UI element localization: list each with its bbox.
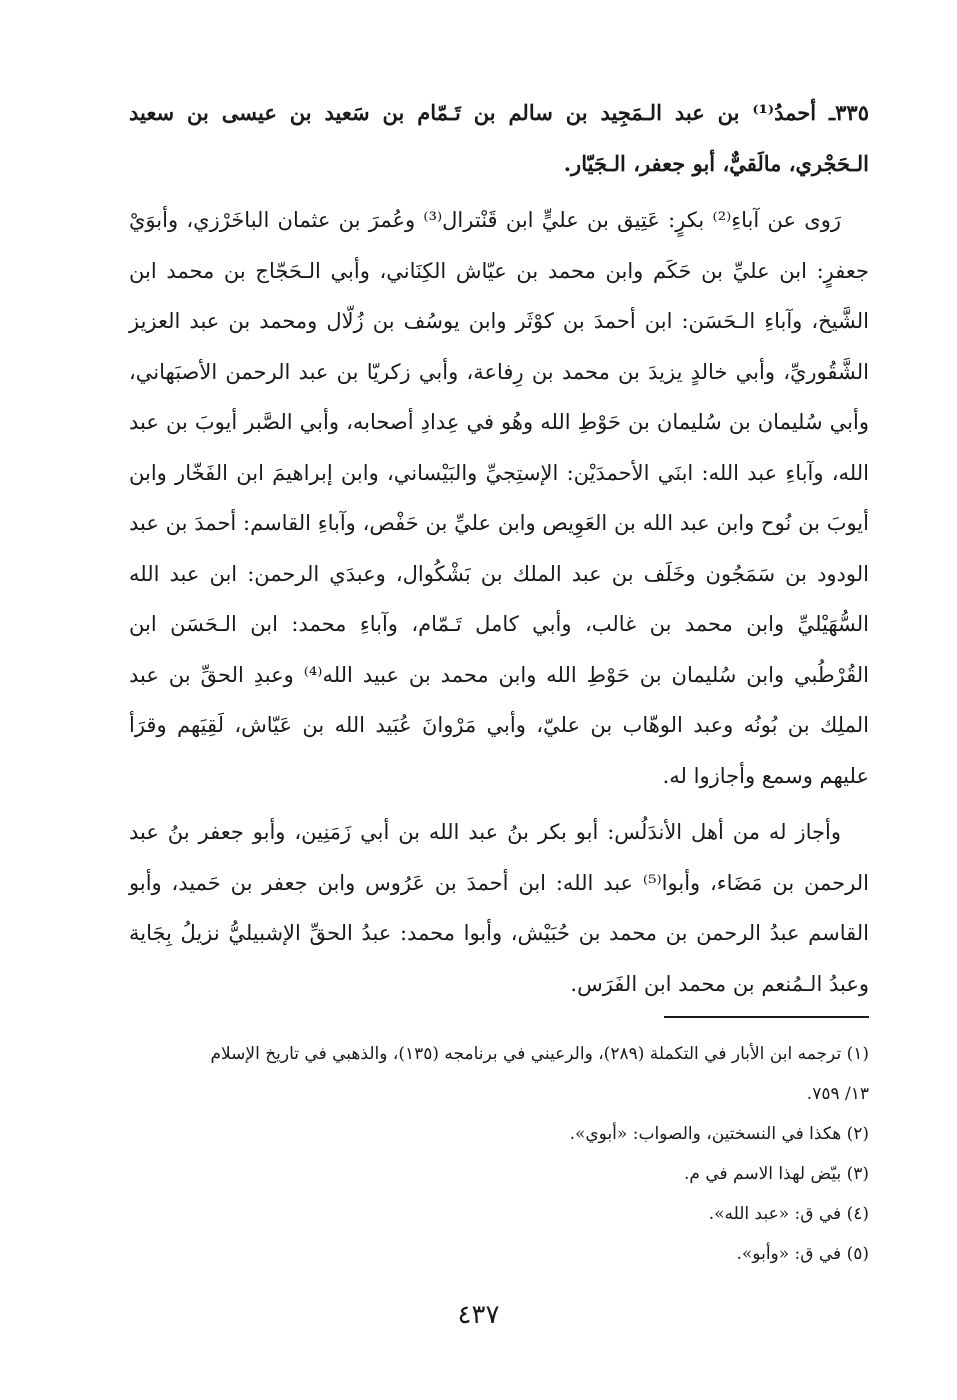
footnote-5: (٥) في ق: «وأبو».	[736, 1244, 869, 1264]
footnote-3: (٣) بيّض لهذا الاسم في م.	[684, 1164, 869, 1184]
footnote-2: (٢) هكذا في النسختين، والصواب: «أبوي».	[569, 1124, 869, 1144]
paragraph-teachers-text: رَوى عن آباءِ⁽²⁾ بكرٍ: عَتِيق بن عليٍّ ابن قَنْترال⁽³⁾ وعُمرَ بن عثمان الباخَرْزي، وأبوَيْ جعفرٍ: ابن عليِّ بن حَكَم وابن محمد بن عيّاش الكِنَاني، وأبي الـحَجّاج بن محمد ابن الشَّيخ، وآباءِ الـحَسَن: ابن أحمدَ بن كوْثَر وابن يوسُف بن زُلّال ومحمد بن عبد العزيز الشَّقُوريِّ، وأبي خالدٍ يزيدَ بن محمد بن رِفاعة، وأبي زكريّا بن عبد الرحمن الأصبَهاني، وأبي سُليمان بن سُليمان بن حَوْطِ الله وهُو في عِدادِ أصحابه، وأبي الصَّبر أيوبَ بن عبد الله، وآباءِ عبد الله: ابنَي الأحمدَيْن: الإستِجيِّ والبَيْساني، وابن إبراهيمَ ابن الفَخّار وابن أيوبَ بن نُوح وابن عبد الله بن العَوِيص وابن عليِّ بن حَفْص، وآباءِ القاسم: أحمدَ بن عبد الودود بن سَمَجُون وخَلَف بن عبد الملك بن بَشْكُوال، وعبدَي الرحمن: ابن عبد الله السُّهَيْليِّ وابن محمد بن غالب، وأبي كامل تَـمّام، وآباءِ محمد: ابن الـحَسَن ابن القُرْطُبي وابن سُليمان بن حَوْطِ الله وابن محمد بن عبيد الله⁽⁴⁾ وعبدِ الحقِّ بن عبد الملِك بن بُونُه وعبد الوهّاب بن عليّ، وأبي مَرْوانَ عُبَيد الله بن عَيّاش، لَقِيَهم وقرَأ عليهم وسمع وأجازوا له.	[129, 208, 869, 788]
footnote-separator	[664, 1016, 869, 1018]
main-text-block	[129, 88, 869, 1015]
footnote-1-continuation: ١٣/ ٧٥٩.	[806, 1084, 869, 1104]
page-number: ٤٣٧	[457, 1300, 500, 1330]
paragraph-licenses-text: وأجاز له من أهل الأندَلُس: أبو بكر بنُ عبد الله بن أبي زَمَنِين، وأبو جعفر بنُ عبد الرحمن بن مَضَاء، وأبوا⁽⁵⁾ عبد الله: ابن أحمدَ بن عَرُوس وابن جعفر بن حَميد، وأبو القاسم عبدُ الرحمن بن محمد بن حُبَيْش، وأبوا محمد: عبدُ الحقِّ الإشبيليُّ نزيلُ بِجَاية وعبدُ الـمُنعم بن محمد ابن الفَرَس.	[129, 820, 869, 996]
footnote-1: (١) ترجمه ابن الأبار في التكملة (٢٨٩)، والرعيني في برنامجه (١٣٥)، والذهبي في تاريخ الإسلام	[210, 1044, 869, 1064]
paragraph-teachers	[129, 195, 869, 801]
footnotes-block	[129, 1034, 869, 1274]
paragraph-licenses	[129, 807, 869, 1009]
footnote-4: (٤) في ق: «عبد الله».	[708, 1204, 869, 1224]
entry-heading: ٣٣٥ـ أحمدُ⁽¹⁾ بن عبد الـمَجِيد بن سالم بن تَـمّام بن سَعيد بن عيسى بن سعيد الـحَجْري، مالَقيٌّ، أبو جعفر، الـجَيّار.	[129, 100, 869, 176]
